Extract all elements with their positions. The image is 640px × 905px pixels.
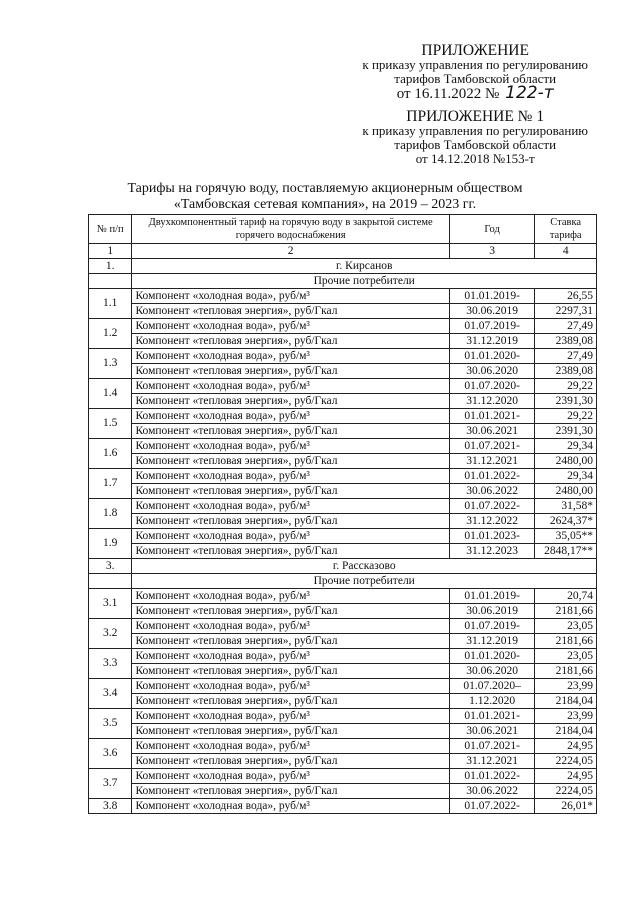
table-row [89,619,597,634]
rate-cold: 23,99 [535,709,597,724]
table-row [89,604,597,619]
row-num: 1.4 [89,379,132,409]
period-to: 31.12.2020 [449,394,535,409]
colnum-1: 1 [89,244,132,259]
tariff-table [88,214,597,814]
component-heat: Компонент «тепловая энергия», руб/Гкал [132,784,449,799]
header-year: Год [449,215,535,244]
section-consumers: Прочие потребители [132,574,597,589]
table-row [89,769,597,784]
rate-cold: 27,49 [535,349,597,364]
section-city-row [89,559,597,574]
appendix-date: от 16.11.2022 № [396,86,500,102]
component-cold: Компонент «холодная вода», руб/м³ [132,799,449,814]
table-row [89,424,597,439]
table-header-row [89,215,597,244]
row-num: 1.3 [89,349,132,379]
component-heat: Компонент «тепловая энергия», руб/Гкал [132,454,449,469]
period-to: 30.06.2021 [449,724,535,739]
appendix1-line2: тарифов Тамбовской области [394,137,557,152]
rate-cold: 31,58* [535,499,597,514]
period-from: 01.01.2021- [449,709,535,724]
table-row [89,289,597,304]
row-num: 1.5 [89,409,132,439]
rate-heat: 2480,00 [535,484,597,499]
section-city-row [89,259,597,274]
period-to: 30.06.2022 [449,784,535,799]
rate-heat: 2624,37* [535,514,597,529]
table-row [89,409,597,424]
table-row [89,739,597,754]
component-cold: Компонент «холодная вода», руб/м³ [132,469,449,484]
rate-heat: 2389,08 [535,334,597,349]
table-row [89,754,597,769]
rate-cold: 23,05 [535,649,597,664]
row-num: 1.6 [89,439,132,469]
period-from: 01.07.2022- [449,799,535,814]
row-num: 1.1 [89,289,132,319]
rate-cold: 29,34 [535,469,597,484]
period-from: 01.01.2023- [449,529,535,544]
row-num: 3.8 [89,799,132,814]
colnum-2: 2 [132,244,449,259]
appendix1-title: ПРИЛОЖЕНИЕ № 1 [406,108,545,125]
period-from: 01.01.2020- [449,349,535,364]
appendix-line2: тарифов Тамбовской области [394,71,557,86]
table-row [89,724,597,739]
period-from: 01.07.2021- [449,439,535,454]
period-to: 30.06.2019 [449,304,535,319]
document-title-line2: «Тамбовская сетевая компания», на 2019 – 2023 гг. [173,197,477,212]
rate-cold: 23,05 [535,619,597,634]
period-from: 01.07.2019- [449,619,535,634]
rate-heat: 2181,66 [535,604,597,619]
section-consumers-row [89,274,597,289]
component-cold: Компонент «холодная вода», руб/м³ [132,439,449,454]
appendix-line3 [362,83,588,103]
row-num: 3.2 [89,619,132,649]
table-row [89,304,597,319]
document-title [90,181,560,213]
period-from: 01.01.2020- [449,649,535,664]
component-cold: Компонент «холодная вода», руб/м³ [132,529,449,544]
empty-cell [89,574,132,589]
component-cold: Компонент «холодная вода», руб/м³ [132,619,449,634]
component-cold: Компонент «холодная вода», руб/м³ [132,409,449,424]
period-from: 01.07.2022- [449,499,535,514]
rate-heat: 2184,04 [535,694,597,709]
rate-cold: 26,01* [535,799,597,814]
table-row [89,394,597,409]
section-consumers: Прочие потребители [132,274,597,289]
table-row [89,484,597,499]
period-from: 01.01.2019- [449,289,535,304]
rate-cold: 29,34 [535,439,597,454]
period-to: 30.06.2020 [449,364,535,379]
period-from: 01.01.2022- [449,769,535,784]
component-heat: Компонент «тепловая энергия», руб/Гкал [132,304,449,319]
table-row [89,319,597,334]
appendix-line1: к приказу управления по регулированию [362,57,588,72]
rate-heat: 2389,08 [535,364,597,379]
table-row [89,379,597,394]
component-heat: Компонент «тепловая энергия», руб/Гкал [132,514,449,529]
period-to: 31.12.2021 [449,454,535,469]
component-heat: Компонент «тепловая энергия», руб/Гкал [132,544,449,559]
column-number-row [89,244,597,259]
appendix1-line3: от 14.12.2018 №153-т [415,151,535,166]
rate-heat: 2224,05 [535,754,597,769]
component-cold: Компонент «холодная вода», руб/м³ [132,349,449,364]
period-to: 31.12.2023 [449,544,535,559]
component-cold: Компонент «холодная вода», руб/м³ [132,379,449,394]
colnum-3: 3 [449,244,535,259]
component-heat: Компонент «тепловая энергия», руб/Гкал [132,334,449,349]
row-num: 1.8 [89,499,132,529]
rate-cold: 29,22 [535,409,597,424]
rate-cold: 23,99 [535,679,597,694]
component-cold: Компонент «холодная вода», руб/м³ [132,649,449,664]
period-to: 30.06.2019 [449,604,535,619]
rate-heat: 2184,04 [535,724,597,739]
period-from: 01.07.2020– [449,679,535,694]
table-row [89,499,597,514]
appendix-handwritten-number: 122-т [505,83,554,103]
component-heat: Компонент «тепловая энергия», руб/Гкал [132,484,449,499]
table-row [89,709,597,724]
rate-cold: 27,49 [535,319,597,334]
row-num: 3.7 [89,769,132,799]
period-to: 1.12.2020 [449,694,535,709]
period-to: 30.06.2022 [449,484,535,499]
component-cold: Компонент «холодная вода», руб/м³ [132,289,449,304]
rate-heat: 2391,30 [535,424,597,439]
component-heat: Компонент «тепловая энергия», руб/Гкал [132,394,449,409]
section-num: 1. [89,259,132,274]
period-to: 31.12.2021 [449,754,535,769]
table-row [89,529,597,544]
rate-heat: 2224,05 [535,784,597,799]
appendix-title: ПРИЛОЖЕНИЕ [421,42,529,59]
period-to: 31.12.2019 [449,334,535,349]
rate-cold: 35,05** [535,529,597,544]
component-heat: Компонент «тепловая энергия», руб/Гкал [132,364,449,379]
rate-cold: 26,55 [535,289,597,304]
component-cold: Компонент «холодная вода», руб/м³ [132,319,449,334]
component-heat: Компонент «тепловая энергия», руб/Гкал [132,664,449,679]
period-to: 31.12.2019 [449,634,535,649]
appendix1-header [362,110,588,166]
component-heat: Компонент «тепловая энергия», руб/Гкал [132,694,449,709]
component-cold: Компонент «холодная вода», руб/м³ [132,739,449,754]
rate-heat: 2297,31 [535,304,597,319]
component-cold: Компонент «холодная вода», руб/м³ [132,589,449,604]
component-cold: Компонент «холодная вода», руб/м³ [132,679,449,694]
table-row [89,454,597,469]
row-num: 1.7 [89,469,132,499]
period-from: 01.01.2019- [449,589,535,604]
component-heat: Компонент «тепловая энергия», руб/Гкал [132,604,449,619]
empty-cell [89,274,132,289]
rate-heat: 2480,00 [535,454,597,469]
table-row [89,784,597,799]
table-row [89,514,597,529]
period-to: 30.06.2021 [449,424,535,439]
rate-heat: 2181,66 [535,664,597,679]
component-heat: Компонент «тепловая энергия», руб/Гкал [132,424,449,439]
colnum-4: 4 [535,244,597,259]
table-row [89,589,597,604]
table-row [89,364,597,379]
table-row [89,334,597,349]
period-to: 30.06.2020 [449,664,535,679]
component-cold: Компонент «холодная вода», руб/м³ [132,709,449,724]
table-row [89,544,597,559]
row-num: 3.1 [89,589,132,619]
appendix-header [362,44,588,101]
component-cold: Компонент «холодная вода», руб/м³ [132,769,449,784]
row-num: 3.5 [89,709,132,739]
rate-heat: 2181,66 [535,634,597,649]
table-row [89,634,597,649]
rate-cold: 24,95 [535,769,597,784]
table-row [89,349,597,364]
header-rate: Ставка тарифа [535,215,597,244]
section-consumers-row [89,574,597,589]
table-row [89,799,597,814]
table-row [89,469,597,484]
component-cold: Компонент «холодная вода», руб/м³ [132,499,449,514]
section-city: г. Кирсанов [132,259,597,274]
section-city: г. Рассказово [132,559,597,574]
table-row [89,664,597,679]
component-heat: Компонент «тепловая энергия», руб/Гкал [132,634,449,649]
row-num: 3.3 [89,649,132,679]
period-from: 01.07.2021- [449,739,535,754]
table-row [89,649,597,664]
component-heat: Компонент «тепловая энергия», руб/Гкал [132,724,449,739]
table-row [89,694,597,709]
row-num: 3.4 [89,679,132,709]
document-title-line1: Тарифы на горячую воду, поставляемую акционерным обществом [127,181,523,196]
component-heat: Компонент «тепловая энергия», руб/Гкал [132,754,449,769]
appendix1-line1: к приказу управления по регулированию [362,123,588,138]
period-from: 01.01.2022- [449,469,535,484]
section-num: 3. [89,559,132,574]
table-row [89,439,597,454]
period-to: 31.12.2022 [449,514,535,529]
rate-cold: 24,95 [535,739,597,754]
rate-cold: 29,22 [535,379,597,394]
rate-cold: 20,74 [535,589,597,604]
period-from: 01.07.2019- [449,319,535,334]
header-num: № п/п [89,215,132,244]
rate-heat: 2391,30 [535,394,597,409]
period-from: 01.01.2021- [449,409,535,424]
header-desc: Двухкомпонентный тариф на горячую воду в закрытой системе горячего водоснабжения [132,215,449,244]
row-num: 1.2 [89,319,132,349]
rate-heat: 2848,17** [535,544,597,559]
row-num: 3.6 [89,739,132,769]
row-num: 1.9 [89,529,132,559]
period-from: 01.07.2020- [449,379,535,394]
table-row [89,679,597,694]
